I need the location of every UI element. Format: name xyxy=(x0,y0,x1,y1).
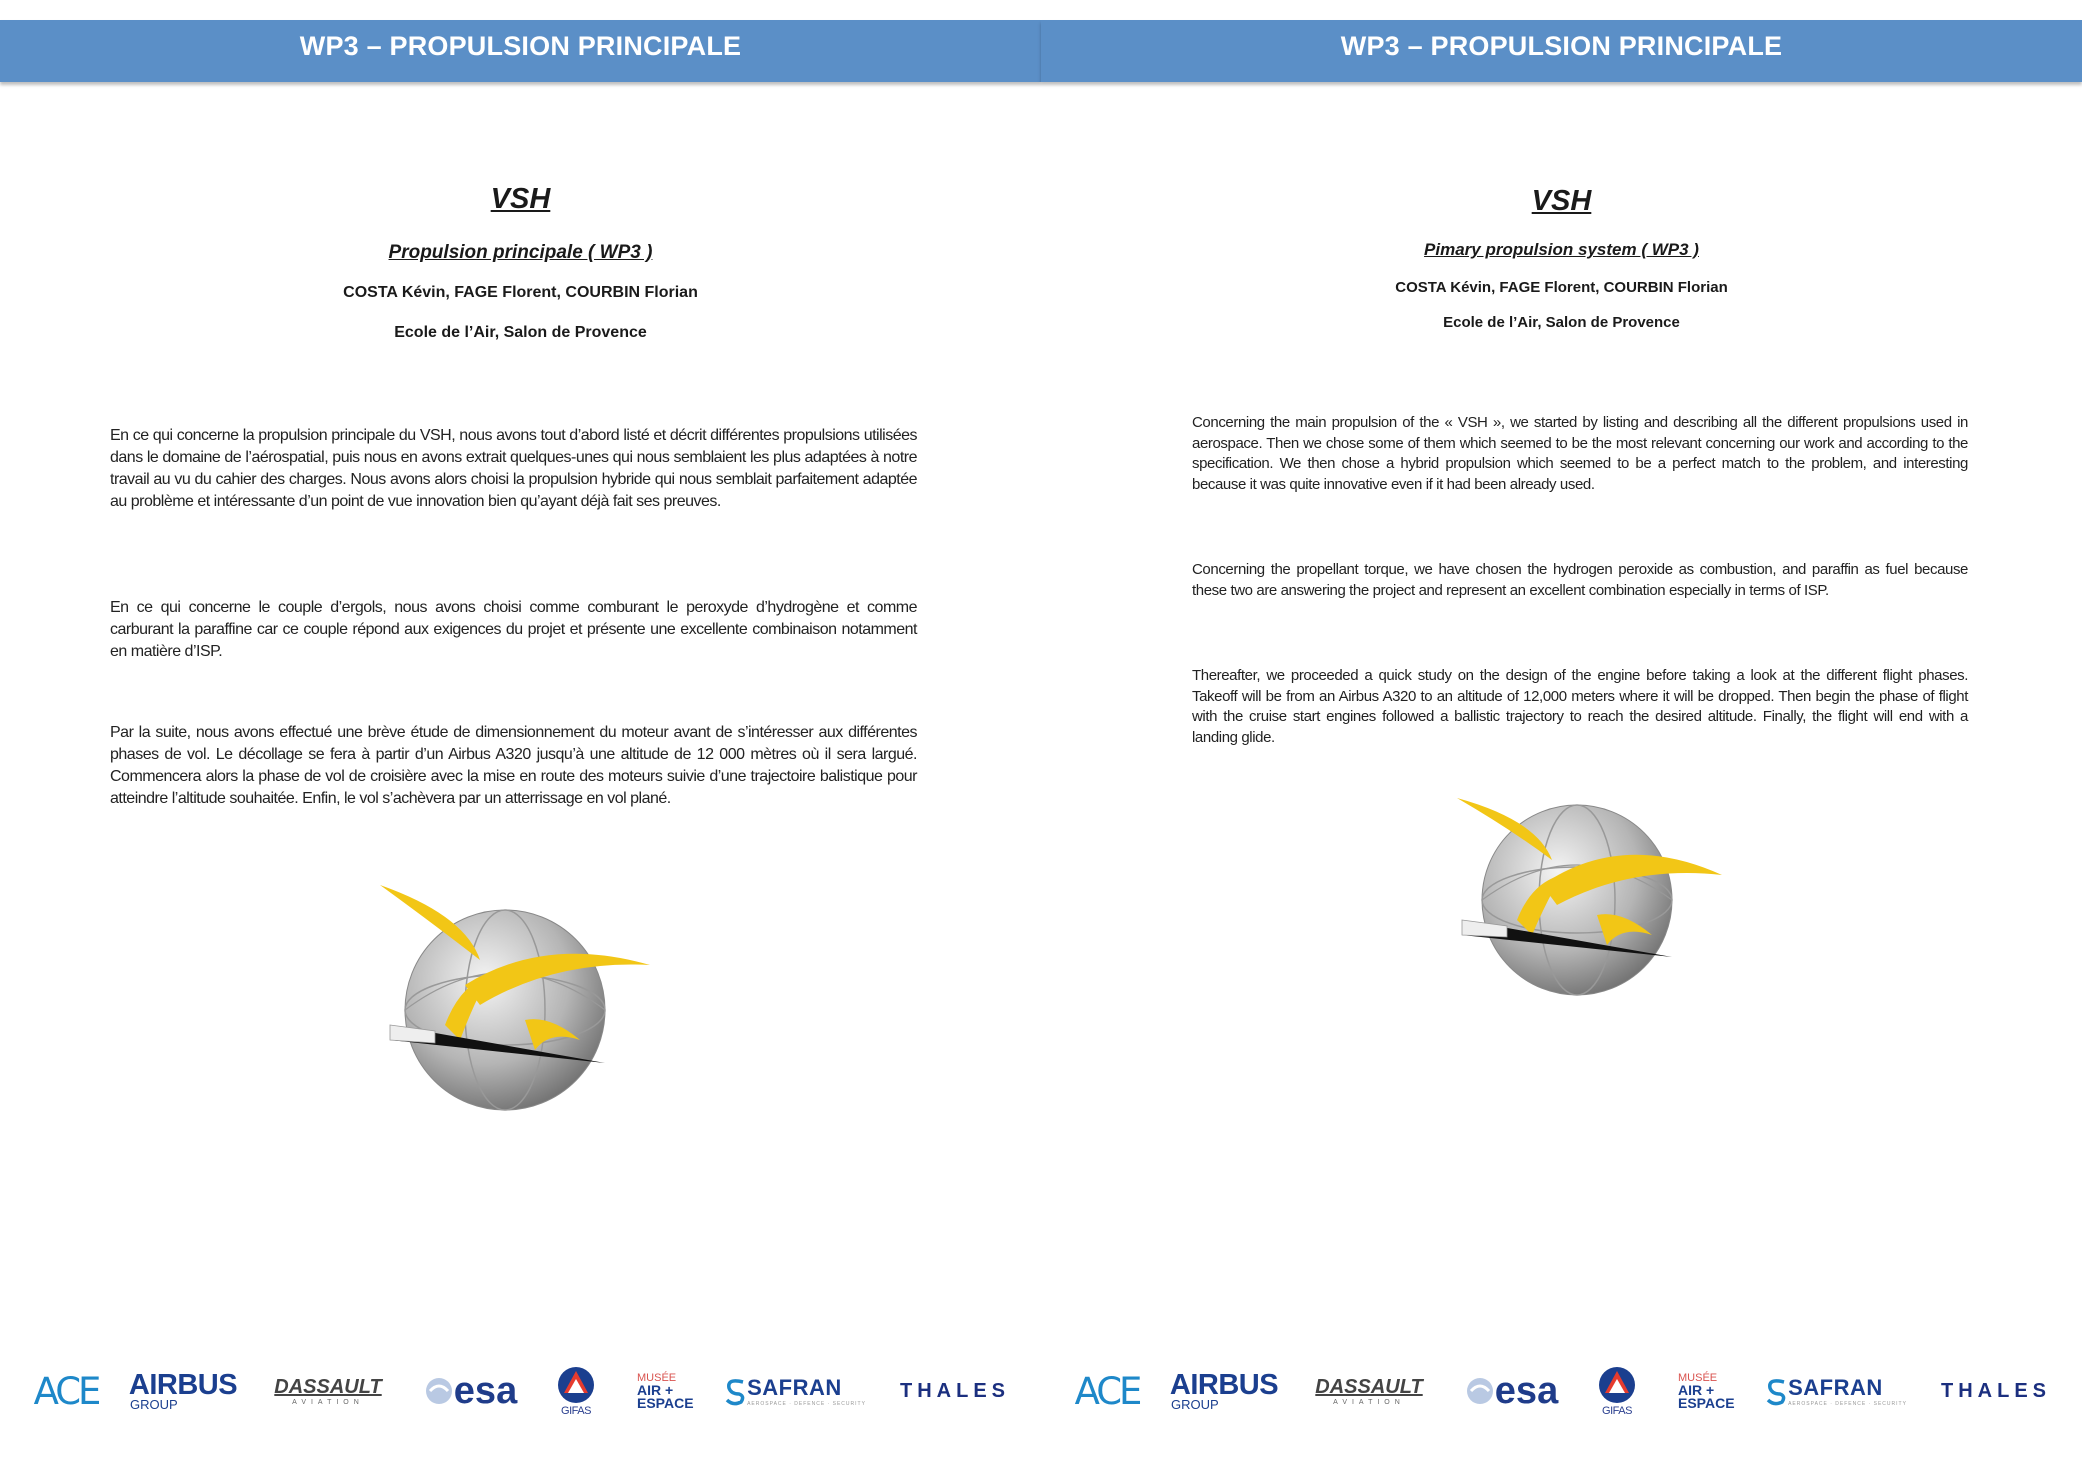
sponsor-dassault-text: DASSAULT xyxy=(274,1376,382,1398)
sponsor-dassault-text: DASSAULT xyxy=(1315,1376,1423,1398)
banner-title: WP3 – PROPULSION PRINCIPALE xyxy=(299,31,742,61)
sponsor-musee-text: ESPACE xyxy=(1678,1394,1735,1411)
sponsor-airbus-sub: GROUP xyxy=(130,1397,178,1412)
paragraph: En ce qui concerne la propulsion principale du VSH, nous avons tout d’abord listé et décrit différentes propulsions utilisées dans le domaine de l’aérospatial, puis nous en avons extrait quelques-unes qui nous semblaient les plus adaptées à notre travail au vu du cahier des charges. Nous avons alors choisi la propulsion hybride qui nous semblait parfaitement adaptée au problème et intéressante d’un point de vue innovation bien qu’ayant déjà fait ses preuves. xyxy=(110,427,917,510)
esa-swirl-icon xyxy=(1465,1376,1495,1406)
globe-logo-icon xyxy=(1432,790,1732,1010)
paragraph: Concerning the main propulsion of the « VSH », we started by listing and describing all the different propulsions used in aerospace. Then we chose some of them which seemed to be the most relevant concerning our work and according to the specification. We then chose a hybrid propulsion which seemed to be a perfect match to the problem, and interesting because it was quite innovative even if it had been already used. xyxy=(1192,414,1968,493)
school: Ecole de l’Air, Salon de Provence xyxy=(394,324,647,341)
sponsor-musee-text: MUSÉE xyxy=(637,1371,677,1384)
school: Ecole de l’Air, Salon de Provence xyxy=(1443,314,1680,331)
sponsor-musee-text: ESPACE xyxy=(637,1394,694,1411)
globe-logo-icon xyxy=(375,875,655,1115)
sponsor-safran-sub: AEROSPACE · DEFENCE · SECURITY xyxy=(747,1401,866,1407)
sponsor-musee-text: AIR + xyxy=(637,1381,674,1398)
sponsor-safran-logo xyxy=(1763,1360,1908,1422)
esa-swirl-icon xyxy=(424,1376,454,1406)
paragraph: Par la suite, nous avons effectué une brève étude de dimensionnement du moteur avant de s’intéresser aux différentes phases de vol. Le décollage se fera à partir d’un Airbus A320 jusqu’à une altitude de 12 000 mètres où il sera largué. Commencera alors la phase de vol de croisière avec la mise en route des moteurs suivie d’une trajectoire balistique pour atteindre l’altitude souhaitée. Enfin, le vol s’achèvera par un atterrissage en vol plané. xyxy=(110,724,917,807)
sponsor-airbus-sub: GROUP xyxy=(1171,1397,1219,1412)
header-banner xyxy=(1041,20,2082,82)
sponsor-airbus-logo xyxy=(1169,1360,1279,1422)
gifas-emblem-icon xyxy=(556,1365,596,1405)
sponsor-dassault-sub: AVIATION xyxy=(292,1399,364,1406)
sponsor-dassault-sub: AVIATION xyxy=(1333,1399,1405,1406)
sponsor-gifas-text: GIFAS xyxy=(1602,1405,1632,1417)
sponsor-safran-sub: AEROSPACE · DEFENCE · SECURITY xyxy=(1788,1401,1907,1407)
sponsor-esa-logo xyxy=(1454,1360,1569,1422)
sponsor-esa-text: esa xyxy=(1494,1369,1559,1412)
sponsor-ace-logo xyxy=(1069,1360,1145,1422)
sponsor-thales-text: THALES xyxy=(1941,1379,2051,1402)
gifas-emblem-icon xyxy=(1597,1365,1637,1405)
authors: COSTA Kévin, FAGE Florent, COURBIN Florian xyxy=(343,284,698,301)
page-english xyxy=(1041,0,2082,1469)
paragraph: En ce qui concerne le couple d’ergols, nous avons choisi comme comburant le peroxyde d’hydrogène et comme carburant la paraffine car ce couple répond aux exigences du projet et présente une excellente combinaison notamment en matière d’ISP. xyxy=(110,599,917,660)
sponsor-musee-logo xyxy=(637,1360,707,1422)
document-title: VSH xyxy=(490,183,551,215)
sponsor-ace-text: ACE xyxy=(33,1369,99,1413)
paragraph: Concerning the propellant torque, we have chosen the hydrogen peroxide as combustion, and paraffin as fuel because these two are answering the project and represent an excellent combination especially in terms of ISP. xyxy=(1192,561,1968,599)
sponsor-airbus-text: AIRBUS xyxy=(128,1369,238,1401)
document-subtitle: Pimary propulsion system ( WP3 ) xyxy=(1424,240,1699,259)
sponsor-musee-logo xyxy=(1678,1360,1748,1422)
document-subtitle: Propulsion principale ( WP3 ) xyxy=(388,242,653,263)
sponsor-gifas-logo xyxy=(552,1360,600,1422)
safran-s-icon xyxy=(723,1376,747,1406)
document-title: VSH xyxy=(1531,185,1592,217)
sponsor-safran-text: SAFRAN xyxy=(1788,1375,1883,1400)
sponsor-airbus-text: AIRBUS xyxy=(1169,1369,1279,1401)
banner-title: WP3 – PROPULSION PRINCIPALE xyxy=(1340,31,1783,61)
sponsor-esa-text: esa xyxy=(453,1369,518,1412)
header-banner xyxy=(0,20,1041,82)
paragraph: Thereafter, we proceeded a quick study on the design of the engine before taking a look at the different flight phases. Takeoff will be from an Airbus A320 to an altitude of 12,000 meters where it will be dropped. Then begin the phase of flight with the cruise start engines followed a ballistic trajectory to reach the desired altitude. Finally, the flight will end with a landing glide. xyxy=(1192,667,1968,746)
sponsor-musee-text: MUSÉE xyxy=(1678,1371,1718,1384)
sponsor-safran-logo xyxy=(722,1360,867,1422)
sponsor-esa-logo xyxy=(413,1360,528,1422)
sponsor-thales-logo xyxy=(885,1360,1025,1422)
sponsor-ace-logo xyxy=(28,1360,104,1422)
sponsor-ace-text: ACE xyxy=(1074,1369,1140,1413)
authors: COSTA Kévin, FAGE Florent, COURBIN Florian xyxy=(1395,279,1728,296)
safran-s-icon xyxy=(1764,1376,1788,1406)
sponsor-thales-logo xyxy=(1926,1360,2066,1422)
sponsor-musee-text: AIR + xyxy=(1678,1381,1715,1398)
sponsor-safran-text: SAFRAN xyxy=(747,1375,842,1400)
sponsor-gifas-logo xyxy=(1593,1360,1641,1422)
sponsor-thales-text: THALES xyxy=(900,1379,1010,1402)
sponsor-dassault-logo xyxy=(1299,1360,1439,1422)
sponsor-dassault-logo xyxy=(258,1360,398,1422)
sponsor-airbus-logo xyxy=(128,1360,238,1422)
sponsor-gifas-text: GIFAS xyxy=(561,1405,591,1417)
